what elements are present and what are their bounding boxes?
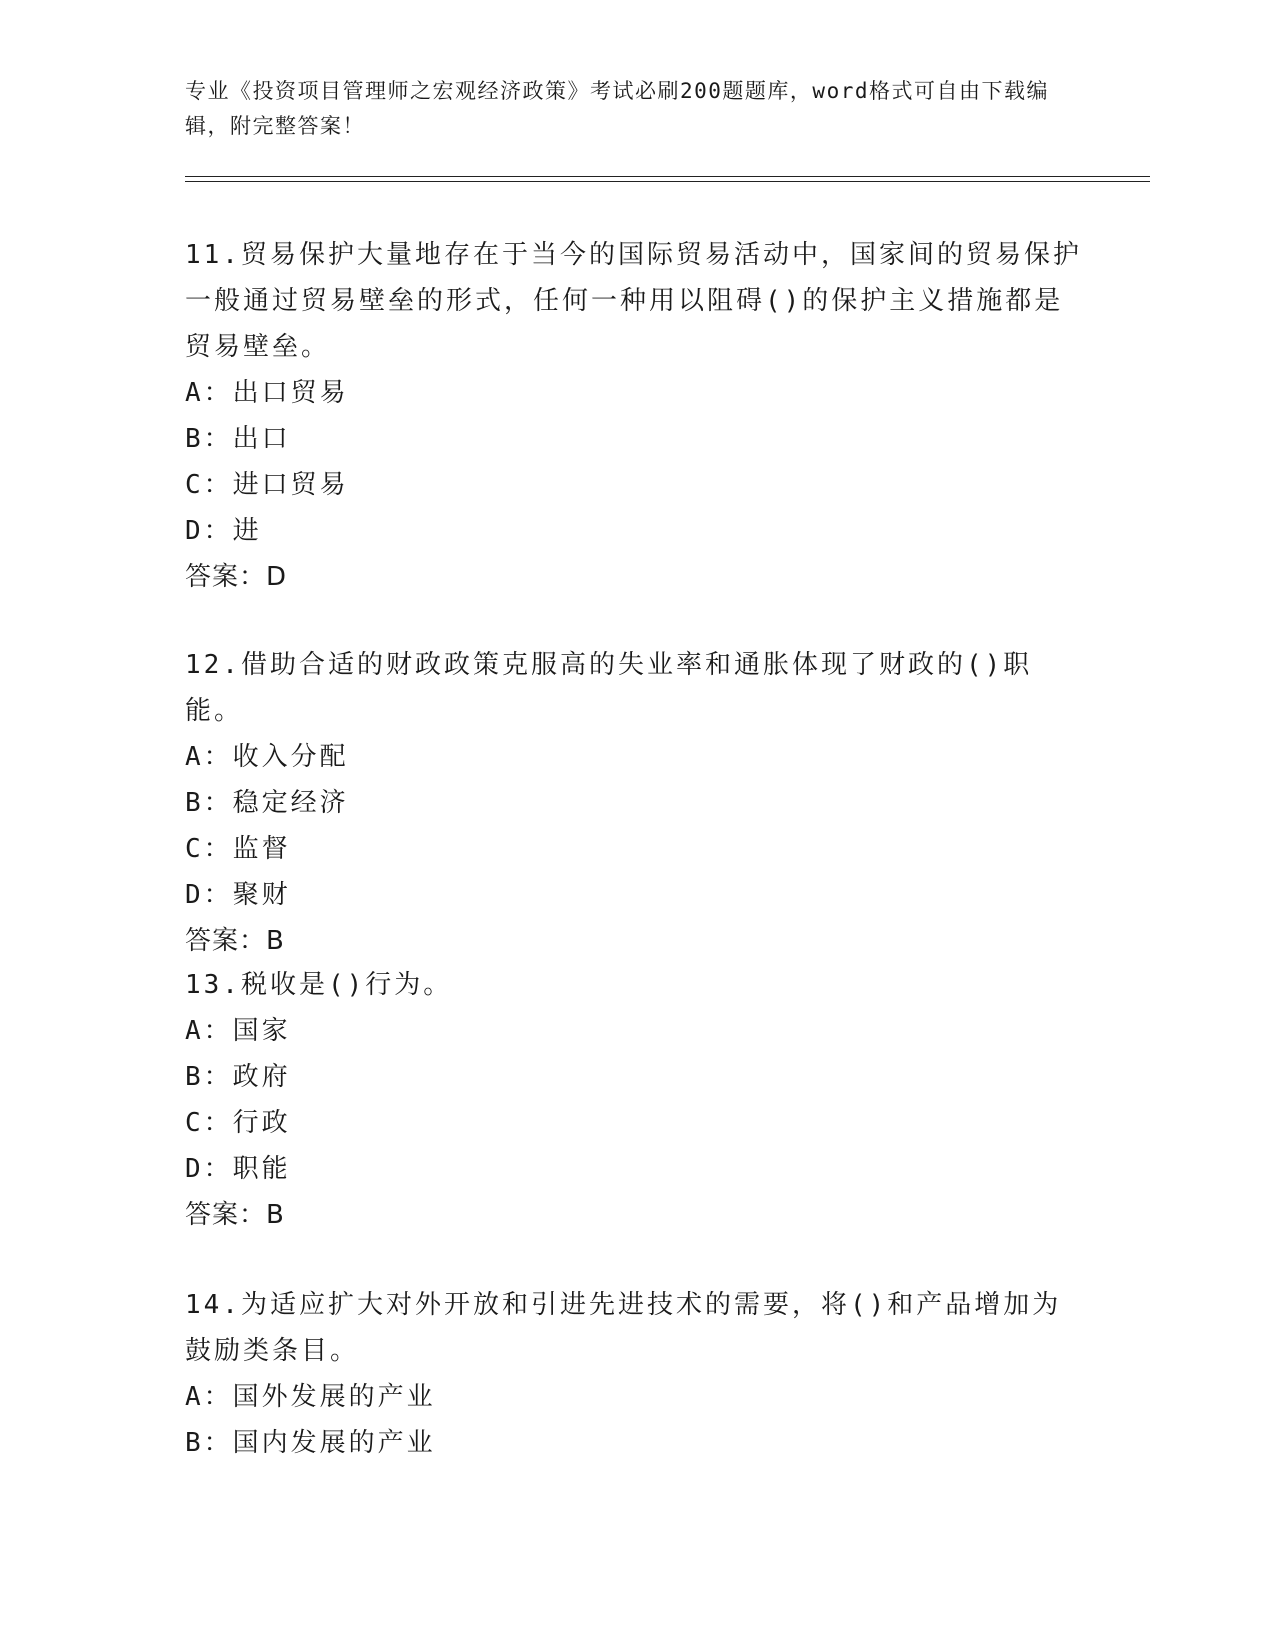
question-stem: 14.为适应扩大对外开放和引进先进技术的需要，将()和产品增加为鼓励类条目。 (185, 1290, 1062, 1366)
header-divider-bottom (185, 181, 1150, 182)
option-a: A：国家 (185, 1016, 291, 1046)
document-header: 专业《投资项目管理师之宏观经济政策》考试必刷200题题库，word格式可自由下载编辑，附完整答案！ (185, 79, 1049, 138)
option-a: A：国外发展的产业 (185, 1382, 436, 1412)
option-d: D：聚财 (185, 880, 291, 910)
answer: 答案：B (185, 1200, 285, 1230)
question-stem: 13.税收是()行为。 (185, 970, 453, 1000)
question-13 (185, 962, 1085, 1238)
option-d: D：进 (185, 516, 262, 546)
option-b: B：稳定经济 (185, 788, 349, 818)
option-c: C：行政 (185, 1108, 291, 1138)
question-stem: 11.贸易保护大量地存在于当今的国际贸易活动中，国家间的贸易保护一般通过贸易壁垒的形式，任何一种用以阻碍()的保护主义措施都是贸易壁垒。 (185, 240, 1082, 362)
option-a: A：收入分配 (185, 742, 349, 772)
answer: 答案：B (185, 926, 285, 956)
question-11 (185, 232, 1085, 600)
option-b: B：出口 (185, 424, 291, 454)
option-b: B：政府 (185, 1062, 291, 1092)
question-stem: 12.借助合适的财政政策克服高的失业率和通胀体现了财政的()职能。 (185, 650, 1033, 726)
header-divider-top (185, 176, 1150, 177)
option-c: C：进口贸易 (185, 470, 349, 500)
option-c: C：监督 (185, 834, 291, 864)
question-12 (185, 642, 1085, 964)
question-14 (185, 1282, 1085, 1466)
option-d: D：职能 (185, 1154, 291, 1184)
option-b: B：国内发展的产业 (185, 1428, 436, 1458)
answer: 答案：D (185, 562, 288, 592)
option-a: A：出口贸易 (185, 378, 349, 408)
